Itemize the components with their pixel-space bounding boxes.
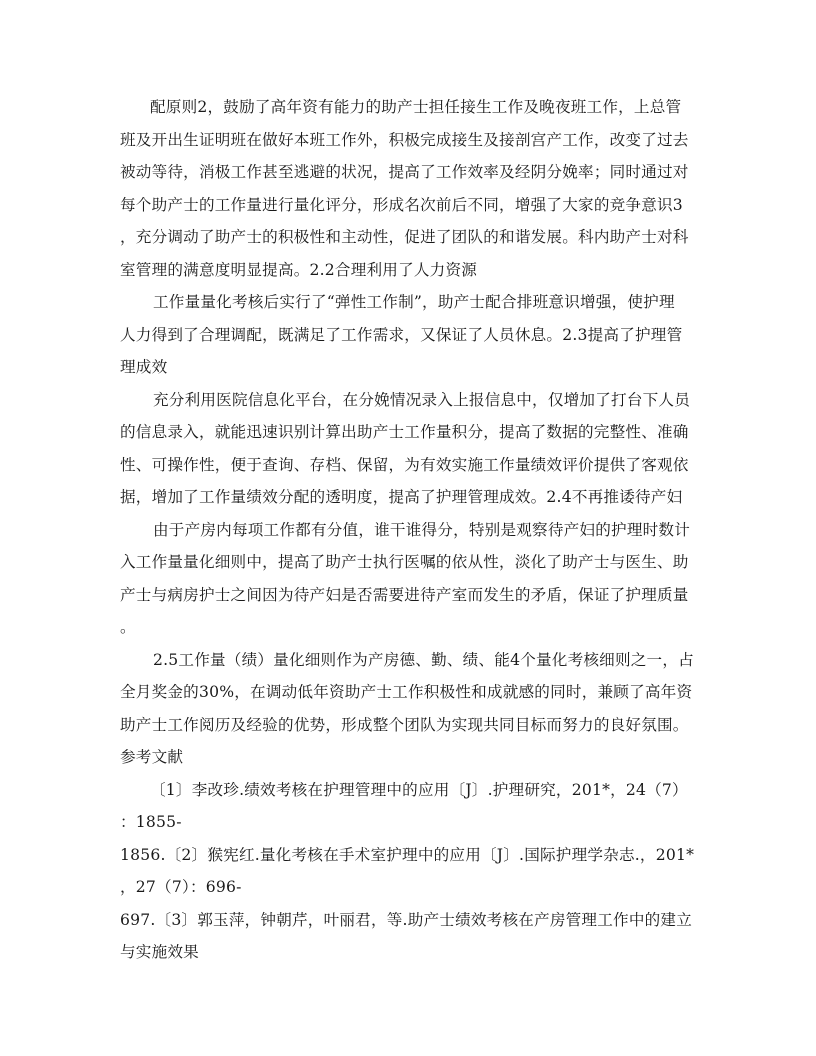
text-line: 人力得到了合理调配，既满足了工作需求，又保证了人员休息。2.3提高了护理管 — [120, 326, 683, 344]
reference-line: 〔1〕李改珍.绩效考核在护理管理中的应用〔J〕.护理研究，201*，24（7） — [150, 781, 688, 799]
text-line: 据，增加了工作量绩效分配的透明度，提高了护理管理成效。2.4不再推诿待产妇 — [120, 488, 683, 506]
text-line: 每个助产士的工作量进行量化评分，形成名次前后不同，增强了大家的竞争意识3 — [120, 196, 683, 214]
text-line: 2.5工作量（绩）量化细则作为产房德、勤、绩、能4个量化考核细则之一，占 — [153, 651, 694, 669]
references-heading: 参考文献 — [120, 748, 184, 766]
reference-line: ：1855- — [120, 813, 182, 831]
text-line: 的信息录入，就能迅速识别计算出助产士工作量积分，提高了数据的完整性、准确 — [120, 423, 689, 441]
text-line: 由于产房内每项工作都有分值，谁干谁得分，特别是观察待产妇的护理时数计 — [153, 521, 690, 539]
text-line: 室管理的满意度明显提高。2.2合理利用了人力资源 — [120, 261, 478, 279]
reference-line: ，27（7）：696- — [120, 878, 242, 896]
text-line: 班及开出生证明班在做好本班工作外，积极完成接生及接剖宫产工作，改变了过去 — [120, 131, 689, 149]
text-line: 全月奖金的30%，在调动低年资助产士工作积极性和成就感的同时，兼顾了高年资 — [120, 683, 693, 701]
text-line: 助产士工作阅历及经验的优势，形成整个团队为实现共同目标而努力的良好氛围。 — [120, 716, 689, 734]
reference-line: 与实施效果 — [120, 943, 199, 961]
text-line: 入工作量量化细则中，提高了助产士执行医嘱的依从性，淡化了助产士与医生、助 — [120, 553, 689, 571]
text-line: 工作量量化考核后实行了“弹性工作制”，助产士配合排班意识增强，使护理 — [153, 293, 675, 311]
text-line: 被动等待，消极工作甚至逃避的状况，提高了工作效率及经阴分娩率；同时通过对 — [120, 163, 689, 181]
text-line: 产士与病房护士之间因为待产妇是否需要进待产室而发生的矛盾，保证了护理质量 — [120, 586, 689, 604]
text-line: 理成效 — [120, 358, 168, 376]
text-line: 充分利用医院信息化平台，在分娩情况录入上报信息中，仅增加了打台下人员 — [153, 391, 690, 409]
text-line: 性、可操作性，便于查询、存档、保留，为有效实施工作量绩效评价提供了客观依 — [120, 456, 689, 474]
reference-line: 697.〔3〕郭玉萍，钟朝芹，叶丽君，等.助产士绩效考核在产房管理工作中的建立 — [120, 911, 692, 929]
reference-line: 1856.〔2〕猴宪红.量化考核在手术室护理中的应用〔J〕.国际护理学杂志.，201* — [120, 846, 695, 864]
text-line: ，充分调动了助产士的积极性和主动性，促进了团队的和谐发展。科内助产士对科 — [120, 228, 689, 246]
text-line: 配原则2，鼓励了高年资有能力的助产士担任接生工作及晚夜班工作，上总管 — [150, 98, 682, 116]
text-line: 。 — [120, 618, 136, 636]
